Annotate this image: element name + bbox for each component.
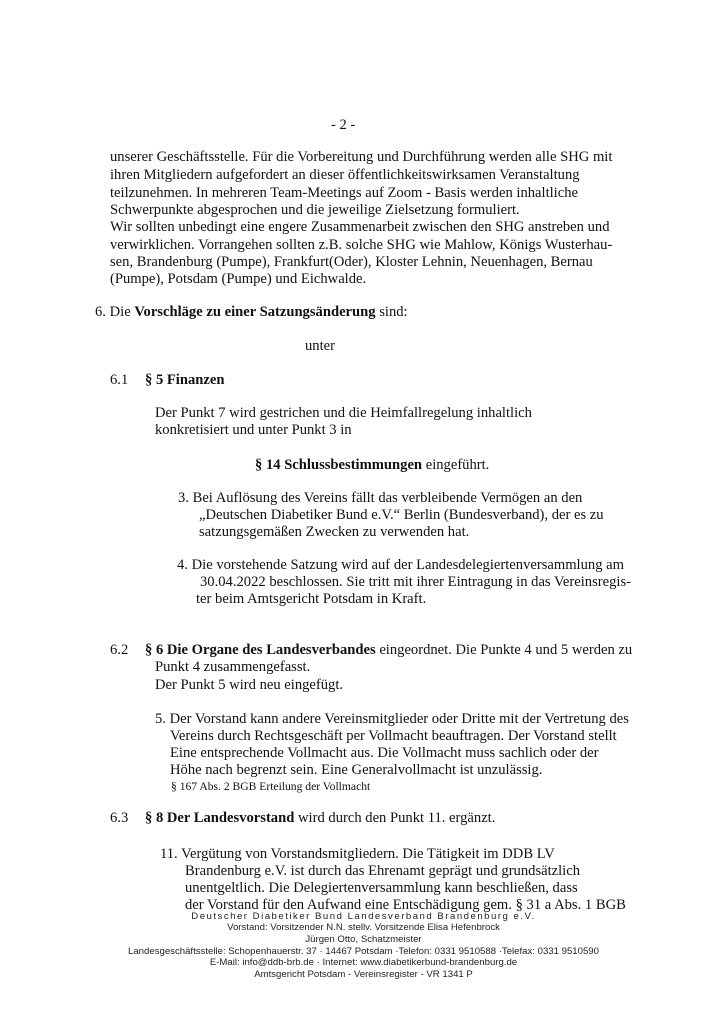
intro-line: Schwerpunkte abgesprochen und die jeweilige Zielsetzung formuliert. xyxy=(110,202,520,218)
section-6-1-line: konkretisiert und unter Punkt 3 in xyxy=(155,422,352,438)
section-6-3-number: 6.3 xyxy=(110,810,129,826)
footer-treasurer: Jürgen Otto, Schatzmeister xyxy=(305,934,422,945)
footer-board: Vorstand: Vorsitzender N.N. stellv. Vorsitzende Elisa Hefenbrock xyxy=(227,922,500,933)
item-11-line: Brandenburg e.V. ist durch das Ehrenamt geprägt und grundsätzlich xyxy=(185,863,581,879)
item-4-line: 4. Die vorstehende Satzung wird auf der Landesdelegiertenversammlung am xyxy=(177,557,624,573)
section-6-heading xyxy=(95,304,408,321)
footer-org: Deutscher Diabetiker Bund Landesverband Brandenburg e.V. xyxy=(191,911,536,922)
section-6-2-number: 6.2 xyxy=(110,642,129,658)
item-4-line: 30.04.2022 beschlossen. Sie tritt mit ihrer Eintragung in das Vereinsregis- xyxy=(200,574,631,590)
section-6-3-bold: § 8 Der Landesvorstand xyxy=(145,810,295,826)
item-3-line: 3. Bei Auflösung des Vereins fällt das verbleibende Vermögen an den xyxy=(178,490,583,506)
section-6-3-heading xyxy=(145,810,495,827)
item-5-line: Vereins durch Rechtsgeschäft per Vollmacht beauftragen. Der Vorstand stellt xyxy=(170,728,617,744)
item-11-line: 11. Vergütung von Vorstandsmitgliedern. Die Tätigkeit im DDB LV xyxy=(160,846,555,862)
item-4-line: ter beim Amtsgericht Potsdam in Kraft. xyxy=(196,591,427,607)
intro-line: unserer Geschäftsstelle. Für die Vorbereitung und Durchführung werden alle SHG mit xyxy=(110,149,613,165)
item-5-line: 5. Der Vorstand kann andere Vereinsmitglieder oder Dritte mit der Vertretung des xyxy=(155,711,629,727)
intro-line: Wir sollten unbedingt eine engere Zusammenarbeit zwischen den SHG anstreben und xyxy=(110,219,610,235)
item-11-line: unentgeltlich. Die Delegiertenversammlung kann beschließen, dass xyxy=(185,880,578,896)
item-5-line: Eine entsprechende Vollmacht aus. Die Vollmacht muss sachlich oder der xyxy=(170,745,599,761)
intro-line: sen, Brandenburg (Pumpe), Frankfurt(Oder), Kloster Lehnin, Neuenhagen, Bernau xyxy=(110,254,593,270)
item-3-line: satzungsgemäßen Zwecken zu verwenden hat. xyxy=(199,524,470,540)
section-6-1-line: Der Punkt 7 wird gestrichen und die Heimfallregelung inhaltlich xyxy=(155,405,532,421)
unter-text: unter xyxy=(305,338,335,354)
intro-line: verwirklichen. Vorrangehen sollten z.B. solche SHG wie Mahlow, Königs Wusterhau- xyxy=(110,237,613,253)
bgb-note: § 167 Abs. 2 BGB Erteilung der Vollmacht xyxy=(171,780,371,793)
section-14-line xyxy=(255,457,489,474)
section-6-1-number: 6.1 xyxy=(110,372,129,388)
section-6-2-bold: § 6 Die Organe des Landesverbandes xyxy=(145,642,376,658)
footer-office: Landesgeschäftsstelle: Schopenhauerstr. 37 · 14467 Potsdam ·Telefon: 0331 9510588 ·Telefax: 0331 9510590 xyxy=(128,946,599,957)
section-6-prefix: 6. Die xyxy=(95,304,135,320)
section-6-suffix: sind: xyxy=(375,304,408,320)
intro-line: ihren Mitgliedern aufgefordert an dieser öffentlichkeitswirksamen Veranstaltung xyxy=(110,167,580,183)
intro-line: teilzunehmen. In mehreren Team-Meetings auf Zoom - Basis werden inhaltliche xyxy=(110,185,578,201)
page-number: - 2 - xyxy=(331,117,356,133)
section-14-suffix: eingeführt. xyxy=(422,457,490,473)
footer-register: Amtsgericht Potsdam - Vereinsregister - VR 1341 P xyxy=(254,969,473,980)
section-6-2-heading xyxy=(145,642,632,659)
footer-contact: E-Mail: info@ddb-brb.de · Internet: www.diabetikerbund-brandenburg.de xyxy=(209,957,518,968)
section-6-2-line: Der Punkt 5 wird neu eingefügt. xyxy=(155,677,344,693)
section-6-2-suffix: eingeordnet. Die Punkte 4 und 5 werden zu xyxy=(375,642,633,658)
section-6-2-line: Punkt 4 zusammengefasst. xyxy=(155,659,311,675)
section-14-bold: § 14 Schlussbestimmungen xyxy=(255,457,423,473)
section-6-3-suffix: wird durch den Punkt 11. ergänzt. xyxy=(294,810,496,826)
section-6-1-heading: § 5 Finanzen xyxy=(145,372,225,388)
item-11-line: der Vorstand für den Aufwand eine Entschädigung gem. § 31 a Abs. 1 BGB xyxy=(185,897,626,913)
item-5-line: Höhe nach begrenzt sein. Eine Generalvollmacht ist unzulässig. xyxy=(170,762,543,778)
item-3-line: „Deutschen Diabetiker Bund e.V.“ Berlin (Bundesverband), der es zu xyxy=(199,507,604,523)
intro-line: (Pumpe), Potsdam (Pumpe) und Eichwalde. xyxy=(110,271,367,287)
section-6-bold: Vorschläge zu einer Satzungsänderung xyxy=(134,304,376,320)
